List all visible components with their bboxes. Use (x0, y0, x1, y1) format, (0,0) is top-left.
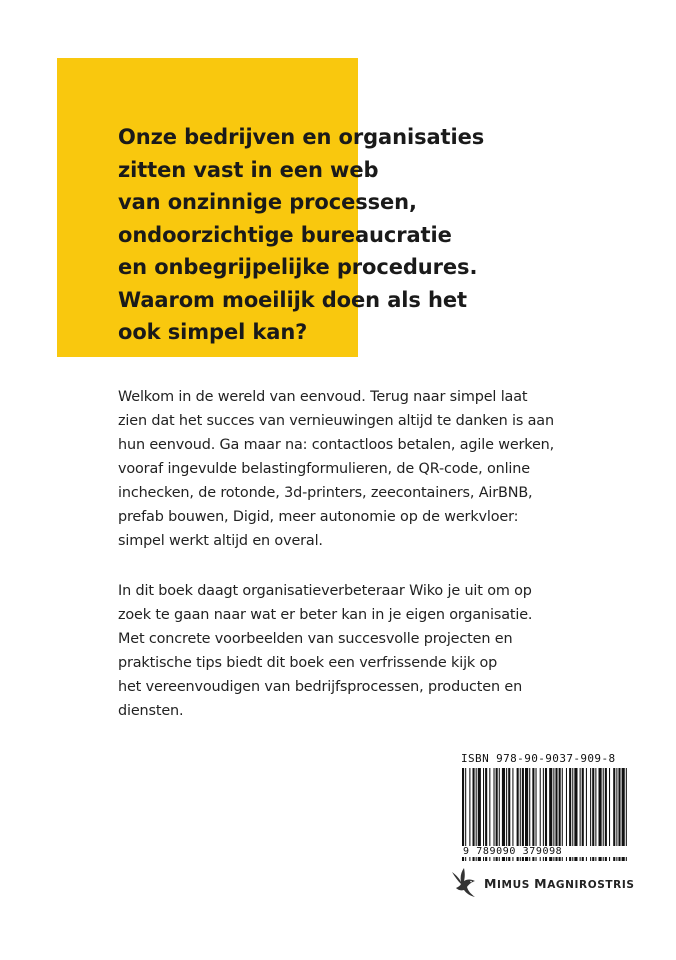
headline-line: van onzinnige processen, (118, 190, 417, 214)
paragraph-line: inchecken, de rotonde, 3d-printers, zeecontainers, AirBNB, (118, 485, 533, 501)
paragraph-line: simpel werkt altijd en overal. (118, 533, 323, 549)
paragraph-line: het vereenvoudigen van bedrijfsprocessen, producten en (118, 679, 523, 695)
paragraph-line: prefab bouwen, Digid, meer autonomie op de werkvloer: (118, 509, 519, 525)
paragraph-line: hun eenvoud. Ga maar na: contactloos betalen, agile werken, (118, 437, 555, 453)
paragraph-line: diensten. (118, 703, 184, 719)
isbn-label: ISBN 978-90-9037-909-8 (461, 752, 616, 765)
headline-line: zitten vast in een web (118, 157, 379, 182)
paragraph-line: zoek te gaan naar wat er beter kan in je eigen organisatie. (118, 607, 533, 623)
barcode-digits: 9 789090 379098 (461, 846, 629, 857)
headline-line: en onbegrijpelijke procedures. (118, 255, 478, 279)
headline-line: Waarom moeilijk doen als het (118, 287, 467, 312)
description-paragraph (118, 579, 578, 723)
headline-line: ook simpel kan? (118, 320, 308, 344)
headline-line: Onze bedrijven en organisaties (118, 125, 485, 149)
paragraph-line: In dit boek daagt organisatieverbeteraar Wiko je uit om op (118, 583, 532, 599)
paragraph-line: zien dat het succes van vernieuwingen altijd te danken is aan (118, 413, 554, 429)
paragraph-line: vooraf ingevulde belastingformulieren, de QR-code, online (118, 461, 530, 477)
intro-paragraph (118, 385, 578, 553)
paragraph-line: Welkom in de wereld van eenvoud. Terug naar simpel laat (118, 389, 528, 405)
headline-line: ondoorzichtige bureaucratie (118, 222, 452, 247)
bird-icon (449, 866, 479, 900)
paragraph-line: Met concrete voorbeelden van succesvolle projecten en (118, 631, 513, 647)
back-cover-headline (118, 121, 658, 349)
publisher-name: MIMUS MAGNIROSTRIS (484, 876, 635, 891)
paragraph-line: praktische tips biedt dit boek een verfrissende kijk op (118, 655, 498, 671)
